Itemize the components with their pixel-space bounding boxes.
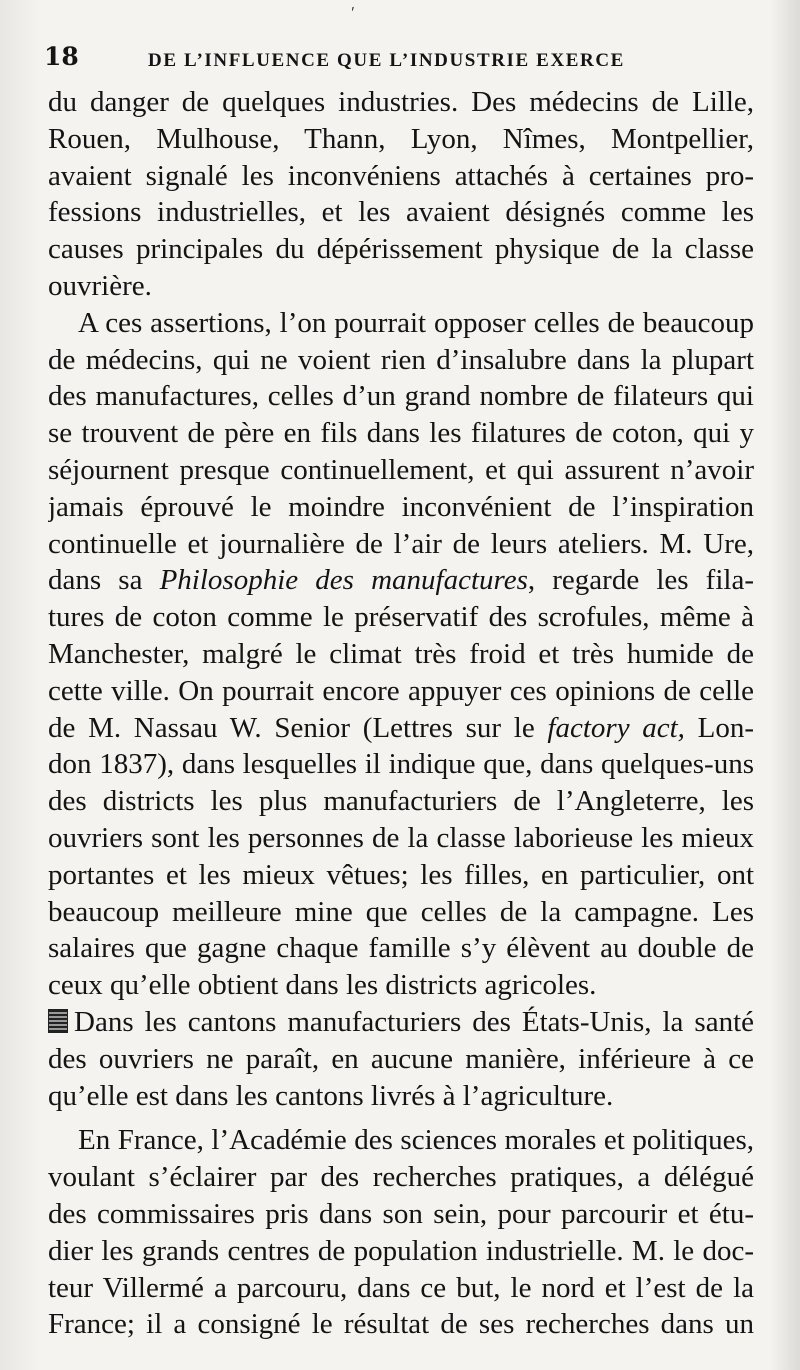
- text-line: salaires que gagne chaque famille s’y élèvent au double de: [48, 932, 754, 965]
- text-line: ceux qu’elle obtient dans les districts agricoles.: [48, 969, 597, 1002]
- text-line: beaucoup meilleure mine que celles de la campagne. Les: [48, 895, 754, 928]
- running-title: DE L’INFLUENCE QUE L’INDUSTRIE EXERCE: [148, 50, 625, 71]
- text-fragment: Dans les cantons manufacturiers des États-Unis, la santé: [74, 1005, 754, 1038]
- text-line: portantes et les mieux vêtues; les filles, en particulier, ont: [48, 858, 754, 891]
- text-line: ouvriers sont les personnes de la classe laborieuse les mieux: [48, 821, 754, 854]
- ink-tick-mark: ′: [349, 3, 361, 26]
- text-line: causes principales du dépérissement physique de la classe: [48, 233, 754, 266]
- text-fragment: Lon-: [684, 711, 754, 744]
- running-head: [44, 42, 764, 78]
- text-fragment: de M. Nassau W. Senior (Lettres sur le: [48, 711, 548, 744]
- text-fragment: dans sa: [48, 564, 160, 597]
- act-title-italic: factory act,: [547, 711, 685, 744]
- text-line-with-italic: [48, 562, 754, 599]
- text-line: cette ville. On pourrait encore appuyer ces opinions de celle: [48, 674, 754, 707]
- text-line: de médecins, qui ne voient rien d’insalubre dans la plupart: [48, 343, 754, 376]
- printed-paragraph-mark-icon: [48, 1009, 68, 1033]
- text-line: avaient signalé les inconvéniens attachés à certaines pro-: [48, 159, 754, 192]
- text-line: ouvrière.: [48, 269, 152, 302]
- text-line: don 1837), dans lesquelles il indique que, dans quelques-uns: [48, 748, 754, 781]
- text-line: continuelle et journalière de l’air de leurs ateliers. M. Ure,: [48, 527, 754, 560]
- text-line: qu’elle est dans les cantons livrés à l’agriculture.: [48, 1079, 614, 1112]
- text-line: des manufactures, celles d’un grand nombre de filateurs qui: [48, 380, 754, 413]
- text-fragment: , regarde les fila-: [527, 564, 754, 597]
- book-title-italic: Philosophie des manufactures: [159, 564, 528, 597]
- text-line-with-mark: [48, 1004, 754, 1041]
- body-text: [48, 84, 754, 1343]
- text-line: En France, l’Académie des sciences morales et politiques,: [78, 1124, 754, 1157]
- text-line: France; il a consigné le résultat de ses recherches dans un: [48, 1308, 754, 1341]
- text-line: fessions industrielles, et les avaient désignés comme les: [48, 196, 754, 229]
- text-line: des ouvriers ne paraît, en aucune manière, inférieure à ce: [48, 1042, 754, 1075]
- text-line: se trouvent de père en fils dans les filatures de coton, qui y: [48, 417, 754, 450]
- text-line: teur Villermé a parcouru, dans ce but, le nord et l’est de la: [48, 1271, 754, 1304]
- text-line: des districts les plus manufacturiers de l’Angleterre, les: [48, 785, 754, 818]
- page-number: 18: [44, 42, 79, 71]
- text-line: tures de coton comme le préservatif des scrofules, même à: [48, 601, 754, 634]
- text-line: jamais éprouvé le moindre inconvénient de l’inspiration: [48, 490, 754, 523]
- text-line: séjournent presque continuellement, et qui assurent n’avoir: [48, 453, 754, 486]
- text-line: A ces assertions, l’on pourrait opposer celles de beaucoup: [78, 306, 754, 339]
- text-line: des commissaires pris dans son sein, pour parcourir et étu-: [48, 1197, 754, 1230]
- text-line: dier les grands centres de population industrielle. M. le doc-: [48, 1234, 754, 1267]
- text-line: Rouen, Mulhouse, Thann, Lyon, Nîmes, Montpellier,: [48, 122, 754, 155]
- text-line: voulant s’éclairer par des recherches pratiques, a délégué: [48, 1161, 754, 1194]
- text-line: du danger de quelques industries. Des médecins de Lille,: [48, 86, 754, 118]
- text-line: Manchester, malgré le climat très froid et très humide de: [48, 637, 754, 670]
- text-line-with-italic: [48, 710, 754, 747]
